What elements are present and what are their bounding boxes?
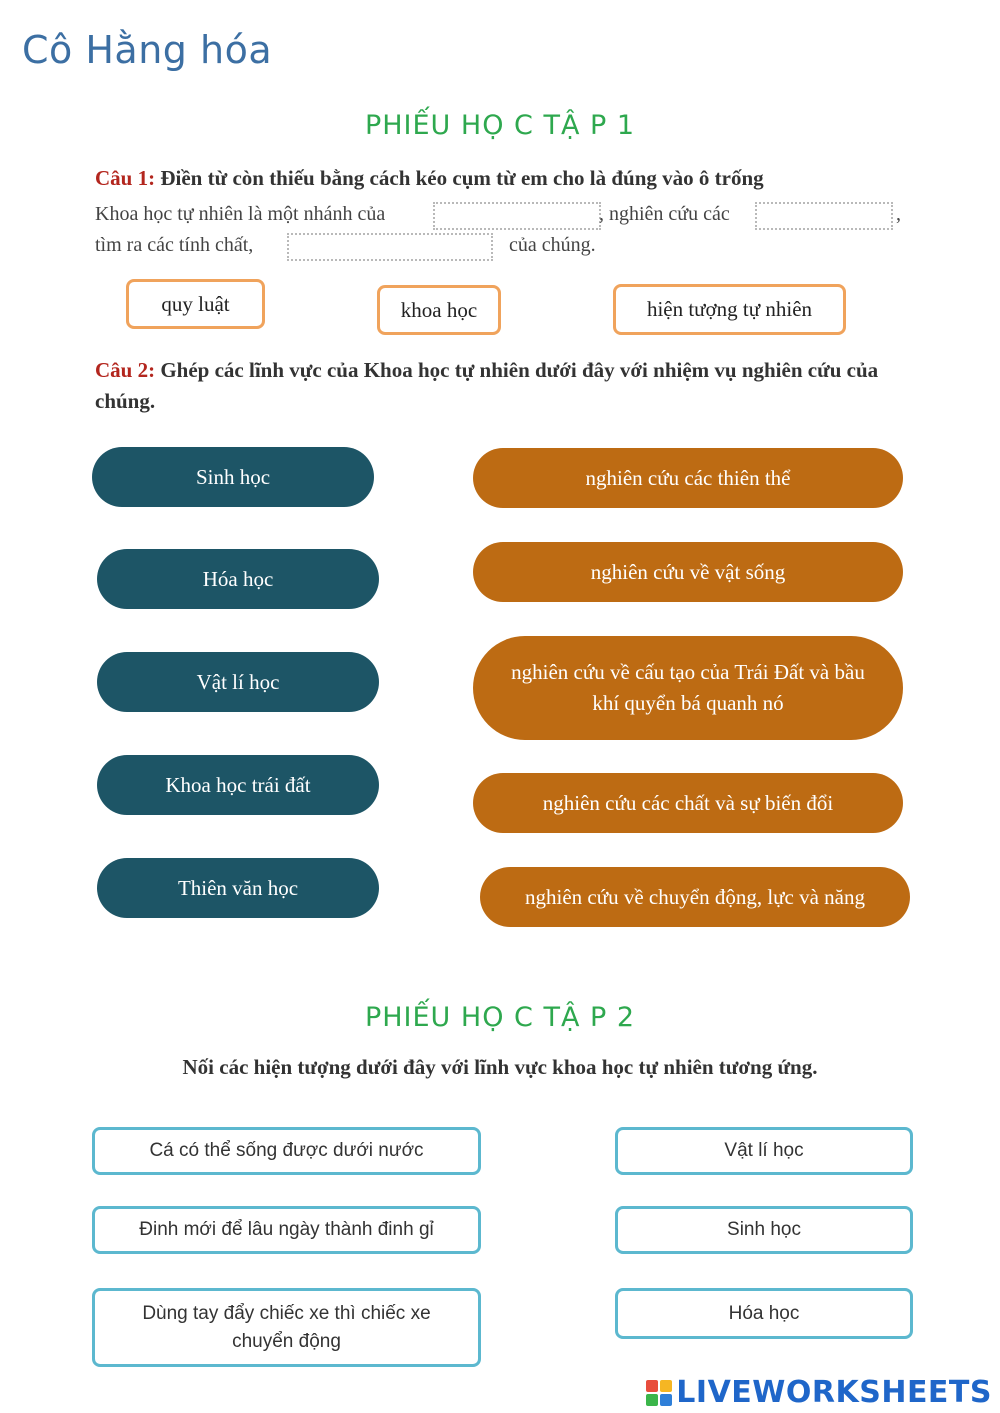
phenomenon-dinh-gi[interactable]: Đinh mới để lâu ngày thành đinh gỉ bbox=[92, 1206, 481, 1254]
field-khoa-hoc-trai-dat[interactable]: Khoa học trái đất bbox=[97, 755, 379, 815]
question-1-label: Câu 1: bbox=[95, 166, 156, 190]
drag-chip-hien-tuong-tu-nhien[interactable]: hiện tượng tự nhiên bbox=[613, 284, 846, 335]
field-vat-li-hoc[interactable]: Vật lí học bbox=[97, 652, 379, 712]
task-vat-song[interactable]: nghiên cứu về vật sống bbox=[473, 542, 903, 602]
brand-text: LIVEWORKSHEETS bbox=[676, 1375, 992, 1410]
task-chat-bien-doi[interactable]: nghiên cứu các chất và sự biến đổi bbox=[473, 773, 903, 833]
drop-slot-3[interactable] bbox=[287, 233, 493, 261]
page-title: Cô Hằng hóa bbox=[22, 28, 273, 72]
question-2 bbox=[95, 355, 905, 417]
drop-slot-2[interactable] bbox=[755, 202, 893, 230]
phenomenon-ca-song[interactable]: Cá có thể sống được dưới nước bbox=[92, 1127, 481, 1175]
field-box-hoa-hoc[interactable]: Hóa học bbox=[615, 1288, 913, 1339]
fill-sentence-line-1 bbox=[95, 203, 385, 226]
liveworksheets-logo bbox=[646, 1375, 992, 1410]
drop-slot-1[interactable] bbox=[433, 202, 601, 230]
sentence-part: của chúng. bbox=[509, 234, 596, 256]
field-thien-van-hoc[interactable]: Thiên văn học bbox=[97, 858, 379, 918]
question-2-text: Ghép các lĩnh vực của Khoa học tự nhiên dưới đây với nhiệm vụ nghiên cứu của chúng. bbox=[95, 358, 879, 413]
sentence-part: , bbox=[896, 203, 901, 225]
task-thien-the[interactable]: nghiên cứu các thiên thể bbox=[473, 448, 903, 508]
question-2-label: Câu 2: bbox=[95, 358, 156, 382]
field-box-vat-li-hoc[interactable]: Vật lí học bbox=[615, 1127, 913, 1175]
field-sinh-hoc[interactable]: Sinh học bbox=[92, 447, 374, 507]
drag-chip-khoa-hoc[interactable]: khoa học bbox=[377, 285, 501, 335]
task-trai-dat[interactable]: nghiên cứu về cấu tạo của Trái Đất và bầu khí quyển bá quanh nó bbox=[473, 636, 903, 740]
sentence-part: tìm ra các tính chất, bbox=[95, 234, 254, 256]
sheet1-title: PHIẾU HỌ C TẬ P 1 bbox=[364, 110, 636, 141]
phenomenon-day-xe[interactable]: Dùng tay đẩy chiếc xe thì chiếc xe chuyển động bbox=[92, 1288, 481, 1367]
brand-icon bbox=[646, 1380, 672, 1406]
drag-chip-quy-luat[interactable]: quy luật bbox=[126, 279, 265, 329]
task-chuyen-dong[interactable]: nghiên cứu về chuyển động, lực và năng bbox=[480, 867, 910, 927]
question-1-text: Điền từ còn thiếu bằng cách kéo cụm từ em cho là đúng vào ô trống bbox=[155, 166, 764, 190]
sheet2-instruction: Nối các hiện tượng dưới đây với lĩnh vực khoa học tự nhiên tương ứng. bbox=[182, 1055, 818, 1079]
sentence-part: , nghiên cứu các bbox=[599, 203, 730, 225]
field-hoa-hoc[interactable]: Hóa học bbox=[97, 549, 379, 609]
field-box-sinh-hoc[interactable]: Sinh học bbox=[615, 1206, 913, 1254]
sentence-part: Khoa học tự nhiên là một nhánh của bbox=[95, 203, 386, 225]
question-1 bbox=[95, 163, 764, 194]
sheet2-title: PHIẾU HỌ C TẬ P 2 bbox=[364, 1002, 636, 1033]
